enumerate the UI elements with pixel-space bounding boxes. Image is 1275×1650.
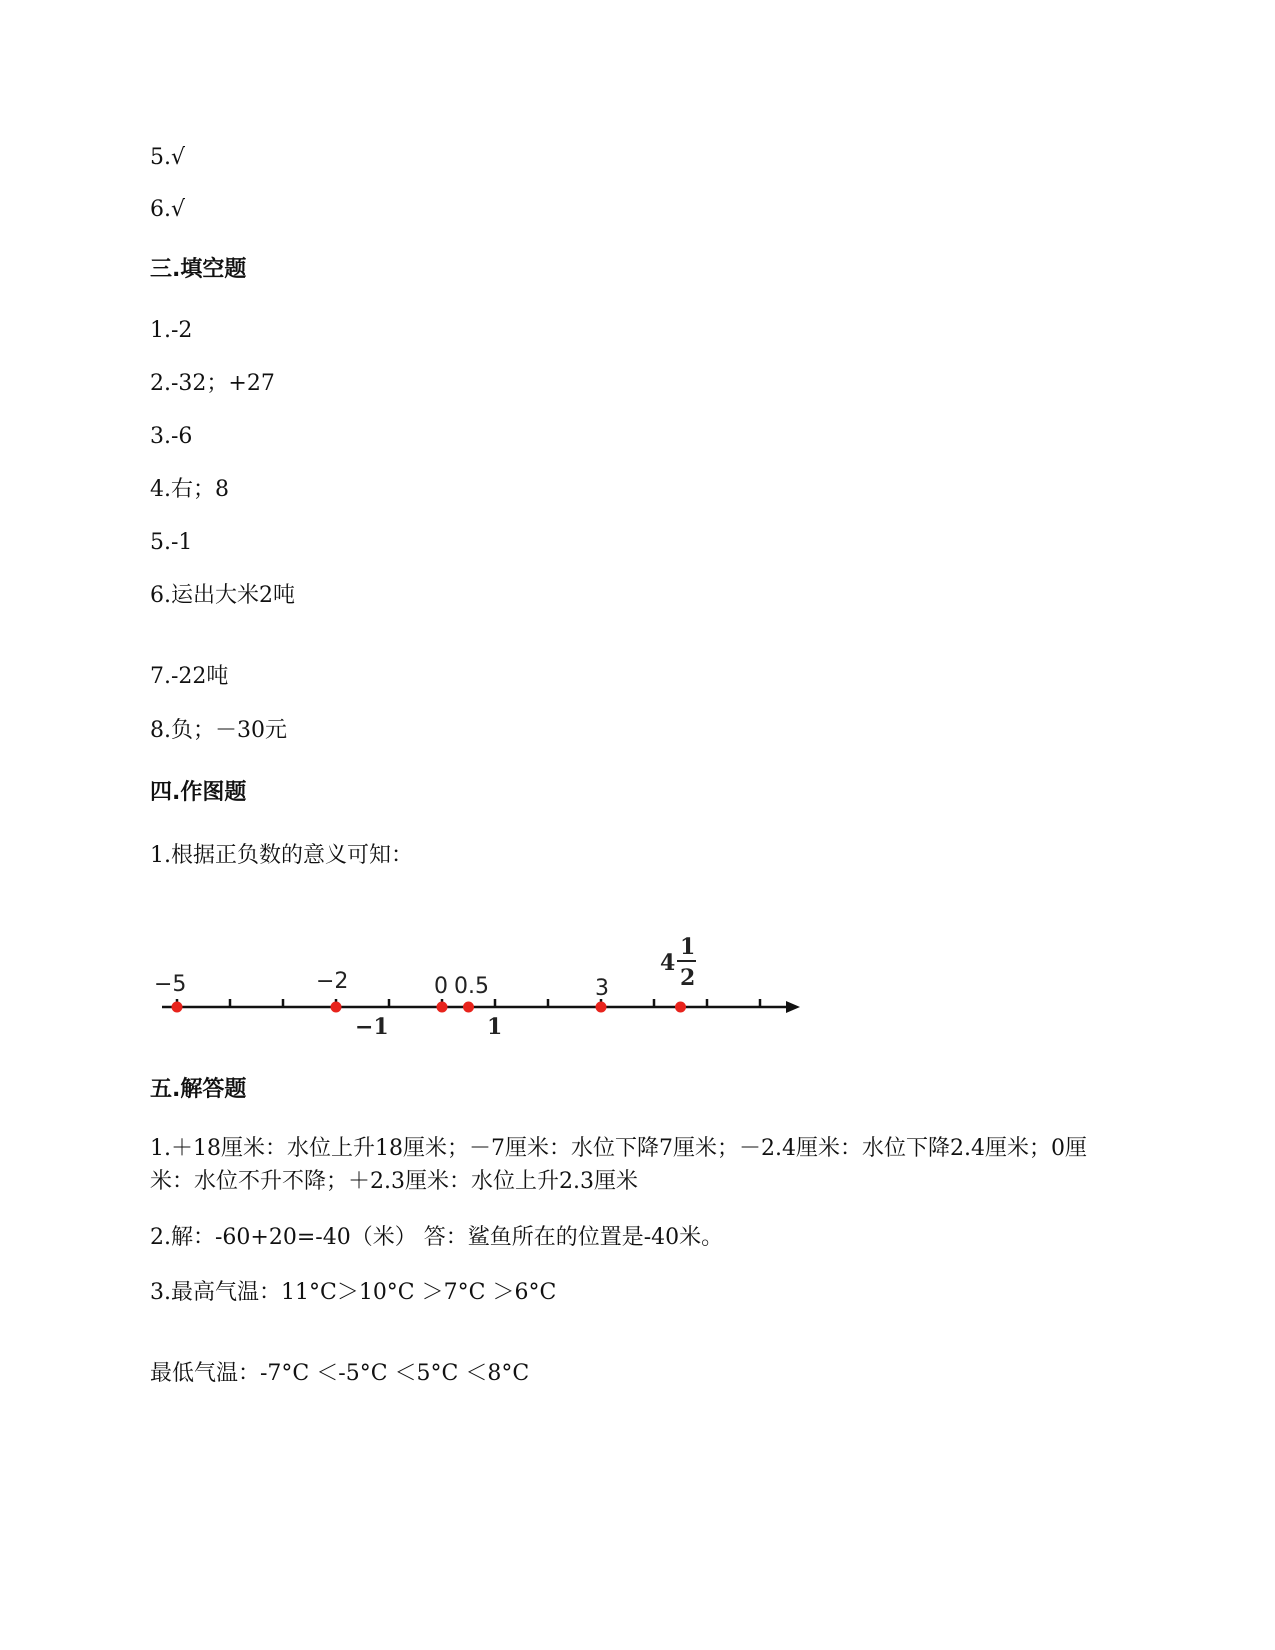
fill-blank-answer-4: 4.右；8 [150, 477, 229, 502]
solution-answer-2: 2.解：-60+20=-40（米） 答：鲨鱼所在的位置是-40米。 [150, 1225, 724, 1250]
fill-blank-answer-5: 5.-1 [150, 530, 193, 555]
label-three: 3 [595, 976, 609, 1001]
label-one: 1 [487, 1014, 503, 1040]
number-line-arrow [786, 1001, 800, 1013]
fill-blank-answer-2: 2.-32；+27 [150, 371, 275, 396]
plotted-point [463, 1002, 474, 1013]
solution-answer-3: 3.最高气温：11°C＞10°C ＞7°C ＞6°C [150, 1280, 557, 1305]
label-mixed-whole: 4 [660, 950, 676, 976]
section-heading-drawing: 四.作图题 [150, 780, 247, 805]
fill-blank-answer-1: 1.-2 [150, 318, 193, 343]
judge-answer-5: 5.√ [150, 145, 186, 170]
label-half: 0.5 [454, 974, 489, 999]
fill-blank-answer-8: 8.负；－30元 [150, 718, 287, 743]
plotted-point [596, 1002, 607, 1013]
plotted-point [172, 1002, 183, 1013]
label-minus-2: −2 [316, 969, 349, 994]
label-mixed-denominator: 2 [680, 965, 696, 991]
label-minus-5: −5 [154, 972, 187, 997]
plotted-point [675, 1002, 686, 1013]
plotted-point [331, 1002, 342, 1013]
solution-answer-1: 1.＋18厘米：水位上升18厘米；－7厘米：水位下降7厘米；－2.4厘米：水位下降2.4厘米；0厘米：水位不升不降；＋2.3厘米：水位上升2.3厘米 [150, 1136, 1087, 1194]
drawing-answer-1: 1.根据正负数的意义可知： [150, 843, 413, 868]
fill-blank-answer-6: 6.运出大米2吨 [150, 583, 295, 608]
fill-blank-answer-7: 7.-22吨 [150, 664, 229, 689]
solution-answer-3-low: 最低气温：-7°C ＜-5°C ＜5°C ＜8°C [150, 1361, 530, 1386]
judge-answer-6: 6.√ [150, 197, 186, 222]
section-heading-solutions: 五.解答题 [150, 1077, 247, 1102]
label-minus-1: −1 [355, 1014, 389, 1040]
plotted-point [437, 1002, 448, 1013]
label-zero: 0 [434, 974, 448, 999]
fill-blank-answer-3: 3.-6 [150, 424, 193, 449]
number-line [150, 930, 810, 1045]
label-mixed-numerator: 1 [680, 934, 696, 960]
section-heading-fill-blank: 三.填空题 [150, 257, 247, 282]
